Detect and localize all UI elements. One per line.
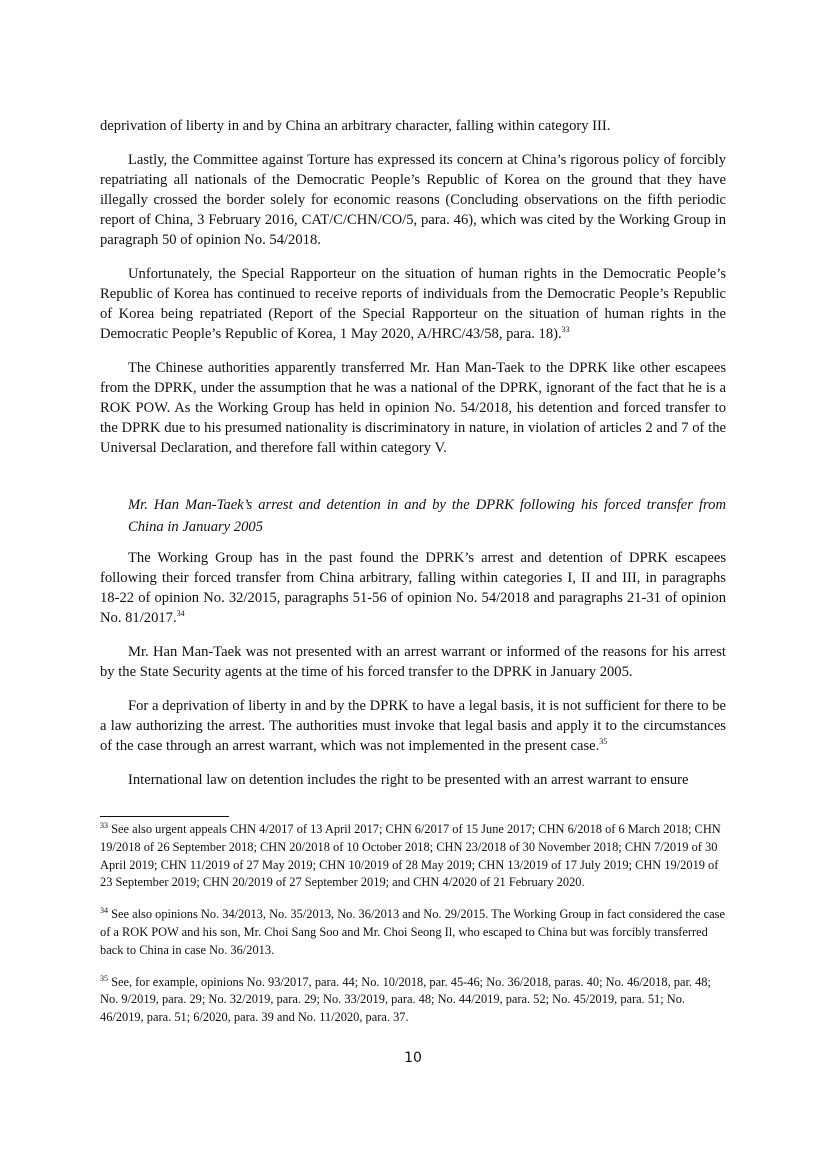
footnotes	[100, 816, 726, 1041]
footnote-text: See also urgent appeals CHN 4/2017 of 13 April 2017; CHN 6/2017 of 15 June 2017; CHN 6/2018 of 6 March 2018; CHN 19/2018 of 26 September 2018; CHN 20/2018 of 10 October 2018; CHN 23/2018 of 30 November 2018; CHN 7/2019 of 30 April 2019; CHN 11/2019 of 27 May 2019; CHN 10/2019 of 28 May 2019; CHN 13/2019 of 17 July 2019; CHN 19/2019 of 23 September 2019; CHN 20/2019 of 27 September 2019; and CHN 4/2020 of 21 February 2020.	[100, 822, 721, 890]
footnote-ref-34[interactable]: 34	[176, 609, 185, 618]
footnote-number: 33	[100, 821, 108, 830]
footnote-ref-35[interactable]: 35	[599, 737, 608, 746]
paragraph-international-law: International law on detention includes the right to be presented with an arrest warrant to ensure	[128, 772, 689, 788]
paragraph-working-group-past	[100, 548, 726, 628]
paragraph-text: For a deprivation of liberty in and by the DPRK to have a legal basis, it is not sufficient for there to be a law authorizing the arrest. The authorities must invoke that legal basis and apply it to the circumstances of the case through an arrest warrant, which was not implemented in the present case.	[100, 698, 726, 754]
footnote-number: 35	[100, 973, 108, 983]
footnote-number: 34	[100, 906, 108, 916]
paragraph-legal-basis	[100, 696, 726, 756]
document-body	[100, 116, 726, 804]
paragraph-chinese-authorities: The Chinese authorities apparently transferred Mr. Han Man-Taek to the DPRK like other escapees from the DPRK, under the assumption that he was a national of the DPRK, ignorant of the fact that he is a ROK POW. As the Working Group has held in opinion No. 54/2018, his detention and forced transfer to the DPRK due to his presumed nationality is discriminatory in nature, in violation of articles 2 and 7 of the Universal Declaration, and therefore fall within category V.	[100, 360, 726, 456]
page-number: 10	[404, 1050, 422, 1066]
paragraph-committee-against-torture: Lastly, the Committee against Torture has expressed its concern at China’s rigorous policy of forcibly repatriating all nationals of the Democratic People’s Republic of Korea on the ground that they have illegally crossed the border solely for economic reasons (Concluding observations on the fifth periodic report of China, 3 February 2016, CAT/C/CHN/CO/5, para. 46), which was cited by the Working Group in paragraph 50 of opinion No. 54/2018.	[100, 152, 726, 248]
footnote-text: See also opinions No. 34/2013, No. 35/2013, No. 36/2013 and No. 29/2015. The Working Group in fact considered the case of a ROK POW and his son, Mr. Choi Sang Soo and Mr. Choi Seong Il, who escaped to China but was forcibly transferred back to China in case No. 36/2013.	[100, 907, 725, 957]
footnote-35	[100, 974, 726, 1027]
footnote-ref-33[interactable]: 33	[561, 325, 570, 334]
footnote-34	[100, 906, 726, 959]
footnote-separator	[100, 816, 229, 817]
paragraph-special-rapporteur	[100, 264, 726, 344]
paragraph-text: Unfortunately, the Special Rapporteur on the situation of human rights in the Democratic People’s Republic of Korea has continued to receive reports of individuals from the Democratic People’s Republic of Korea being repatriated (Report of the Special Rapporteur on the situation of human rights in the Democratic People’s Republic of Korea, 1 May 2020, A/HRC/43/58, para. 18).	[100, 266, 726, 342]
footnote-33	[100, 821, 726, 892]
section-heading: Mr. Han Man-Taek’s arrest and detention in and by the DPRK following his forced transfer from China in January 2005	[128, 497, 726, 535]
paragraph-text: The Working Group has in the past found the DPRK’s arrest and detention of DPRK escapees following their forced transfer from China arbitrary, falling within categories I, II and III, in paragraphs 18-22 of opinion No. 32/2015, paragraphs 51-56 of opinion No. 54/2018 and paragraphs 21-31 of opinion No. 81/2017.	[100, 550, 726, 626]
paragraph-continued: deprivation of liberty in and by China an arbitrary character, falling within category III.	[100, 118, 611, 134]
footnote-text: See, for example, opinions No. 93/2017, para. 44; No. 10/2018, par. 45-46; No. 36/2018, paras. 40; No. 46/2018, par. 48; No. 9/2019, para. 29; No. 32/2019, para. 29; No. 33/2019, para. 48; No. 44/2019, para. 52; No. 45/2019, para. 51; No. 46/2019, para. 51; 6/2020, para. 39 and No. 11/2020, para. 37.	[100, 974, 711, 1025]
paragraph-arrest-warrant: Mr. Han Man-Taek was not presented with an arrest warrant or informed of the reasons for his arrest by the State Security agents at the time of his forced transfer to the DPRK in January 2005.	[100, 644, 726, 680]
